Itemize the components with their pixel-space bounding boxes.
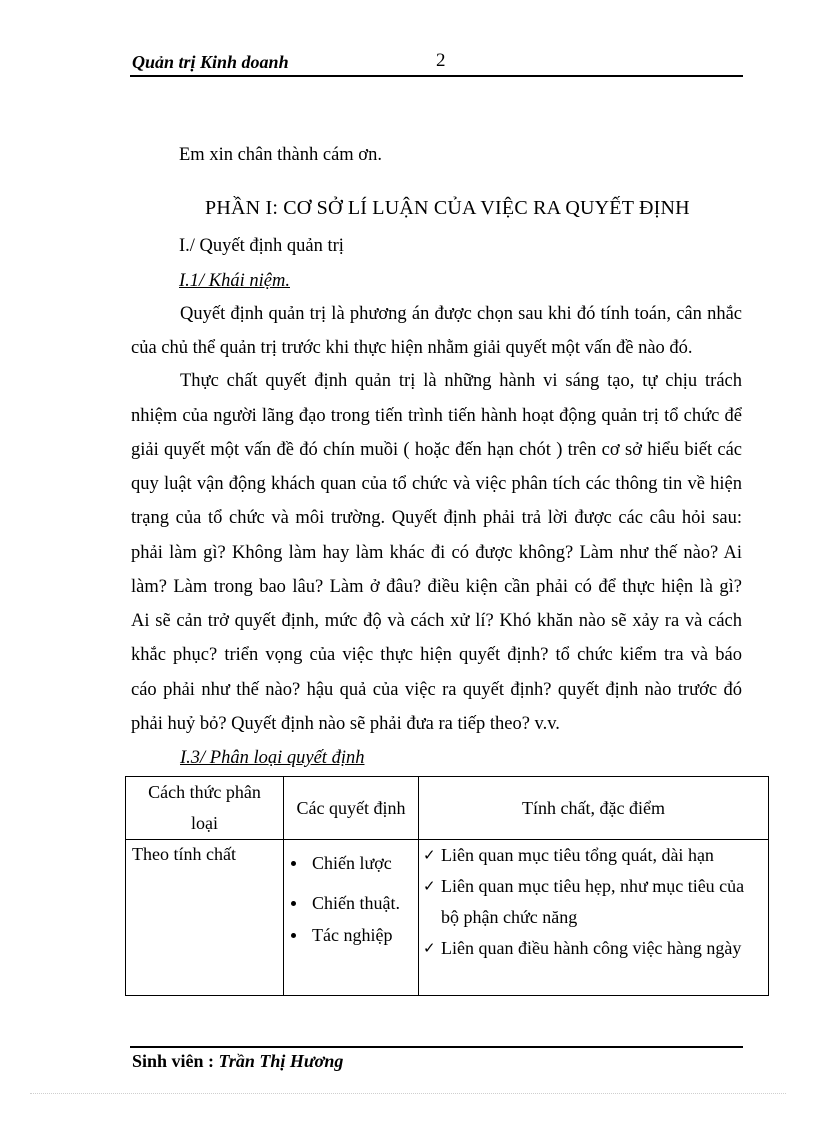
check-icon: ✓: [423, 846, 436, 864]
header-cell-method: [126, 777, 284, 840]
page-header: [130, 50, 743, 76]
traits-cell: [419, 840, 769, 996]
section-heading-1-3: I.3/ Phân loại quyết định: [180, 748, 365, 768]
essence-line: Thực chất quyết định quản trị là những hành vi sáng tạo, tự chịu trách: [180, 371, 742, 391]
table-row: [126, 840, 769, 996]
header-cell-traits: [419, 777, 769, 840]
trait-label: Liên quan mục tiêu hẹp, như mục tiêu của bộ phận chức năng: [441, 876, 745, 927]
essence-line: cáo phải như thế nào? hậu quả của việc ra quyết định? quyết định nào trước đó: [131, 680, 742, 700]
method-cell: [126, 840, 284, 996]
definition-line: của chủ thể quản trị trước khi thực hiện nhằm giải quyết một vấn đề nào đó.: [131, 338, 693, 358]
decision-item: [284, 894, 418, 912]
essence-line: nhiệm của người lãng đạo trong tiến trình tiến hành hoạt động quản trị tổ chức để: [131, 406, 742, 426]
decision-label: Tác nghiệp: [312, 925, 393, 945]
decision-list: [284, 840, 418, 944]
header-method-text: Cách thức phân loại: [148, 782, 261, 833]
method-text: Theo tính chất: [132, 844, 236, 864]
definition-line: Quyết định quản trị là phương án được chọn sau khi đó tính toán, cân nhắc: [180, 304, 742, 324]
header-title: Quản trị Kinh doanh: [132, 52, 289, 72]
essence-line: khắc phục? triển vọng của việc thực hiện quyết định? tổ chức kiểm tra và báo: [131, 645, 742, 665]
thanks-line: Em xin chân thành cám ơn.: [179, 145, 382, 165]
part-heading: PHẦN I: CƠ SỞ LÍ LUẬN CỦA VIỆC RA QUYẾT ĐỊNH: [205, 197, 690, 219]
table-header-row: [126, 777, 769, 840]
trait-item: [419, 871, 764, 933]
page-number: 2: [436, 50, 446, 71]
essence-line: giải quyết một vấn đề đó chín muồi ( hoặc đến hạn chót ) trên cơ sở hiểu biết các: [131, 440, 742, 460]
trait-label: Liên quan mục tiêu tổng quát, dài hạn: [441, 845, 714, 865]
section-heading-1-1: I.1/ Khái niệm.: [179, 271, 290, 291]
decisions-cell: [284, 840, 419, 996]
footer-rule: [130, 1046, 743, 1048]
essence-line: làm? Làm trong bao lâu? Làm ở đâu? điều kiện cần phải có để thực hiện là gì?: [131, 577, 742, 597]
decision-label: Chiến thuật.: [312, 893, 400, 913]
decision-item: [284, 854, 418, 872]
check-icon: ✓: [423, 939, 436, 957]
essence-line: trạng của tổ chức và môi trường. Quyết định phải trả lời được các câu hỏi sau:: [131, 508, 742, 528]
trait-item: [419, 840, 764, 871]
decision-item: [284, 926, 418, 944]
decision-label: Chiến lược: [312, 853, 392, 873]
bullet-dot-icon: [291, 901, 296, 906]
trait-list: [419, 840, 768, 964]
footer-label: Sinh viên :: [132, 1051, 215, 1071]
essence-line: phải huỷ bỏ? Quyết định nào sẽ phải đưa ra tiếp theo? v.v.: [131, 714, 560, 734]
bullet-dot-icon: [291, 861, 296, 866]
classification-table: [125, 776, 769, 996]
essence-line: quy luật vận động khách quan của tổ chức và việc phân tích các thông tin về hiện: [131, 474, 742, 494]
page-footer: [132, 1051, 343, 1072]
trait-label: Liên quan điều hành công việc hàng ngày: [441, 938, 742, 958]
header-cell-decisions: [284, 777, 419, 840]
section-heading-1: I./ Quyết định quản trị: [179, 236, 344, 256]
page-edge-divider: [30, 1093, 786, 1094]
essence-line: phải làm gì? Không làm hay làm khác đi có được không? Làm như thế nào? Ai: [131, 543, 742, 563]
bullet-dot-icon: [291, 933, 296, 938]
header-decisions-text: Các quyết định: [296, 797, 406, 818]
essence-line: Ai sẽ cản trở quyết định, mức độ và cách xử lí? Khó khăn nào sẽ xảy ra và cách: [131, 611, 742, 631]
check-icon: ✓: [423, 877, 436, 895]
student-name: Trần Thị Hương: [218, 1051, 344, 1071]
header-traits-text: Tính chất, đặc điểm: [522, 797, 665, 818]
trait-item: [419, 933, 764, 964]
header-rule: [130, 75, 743, 77]
